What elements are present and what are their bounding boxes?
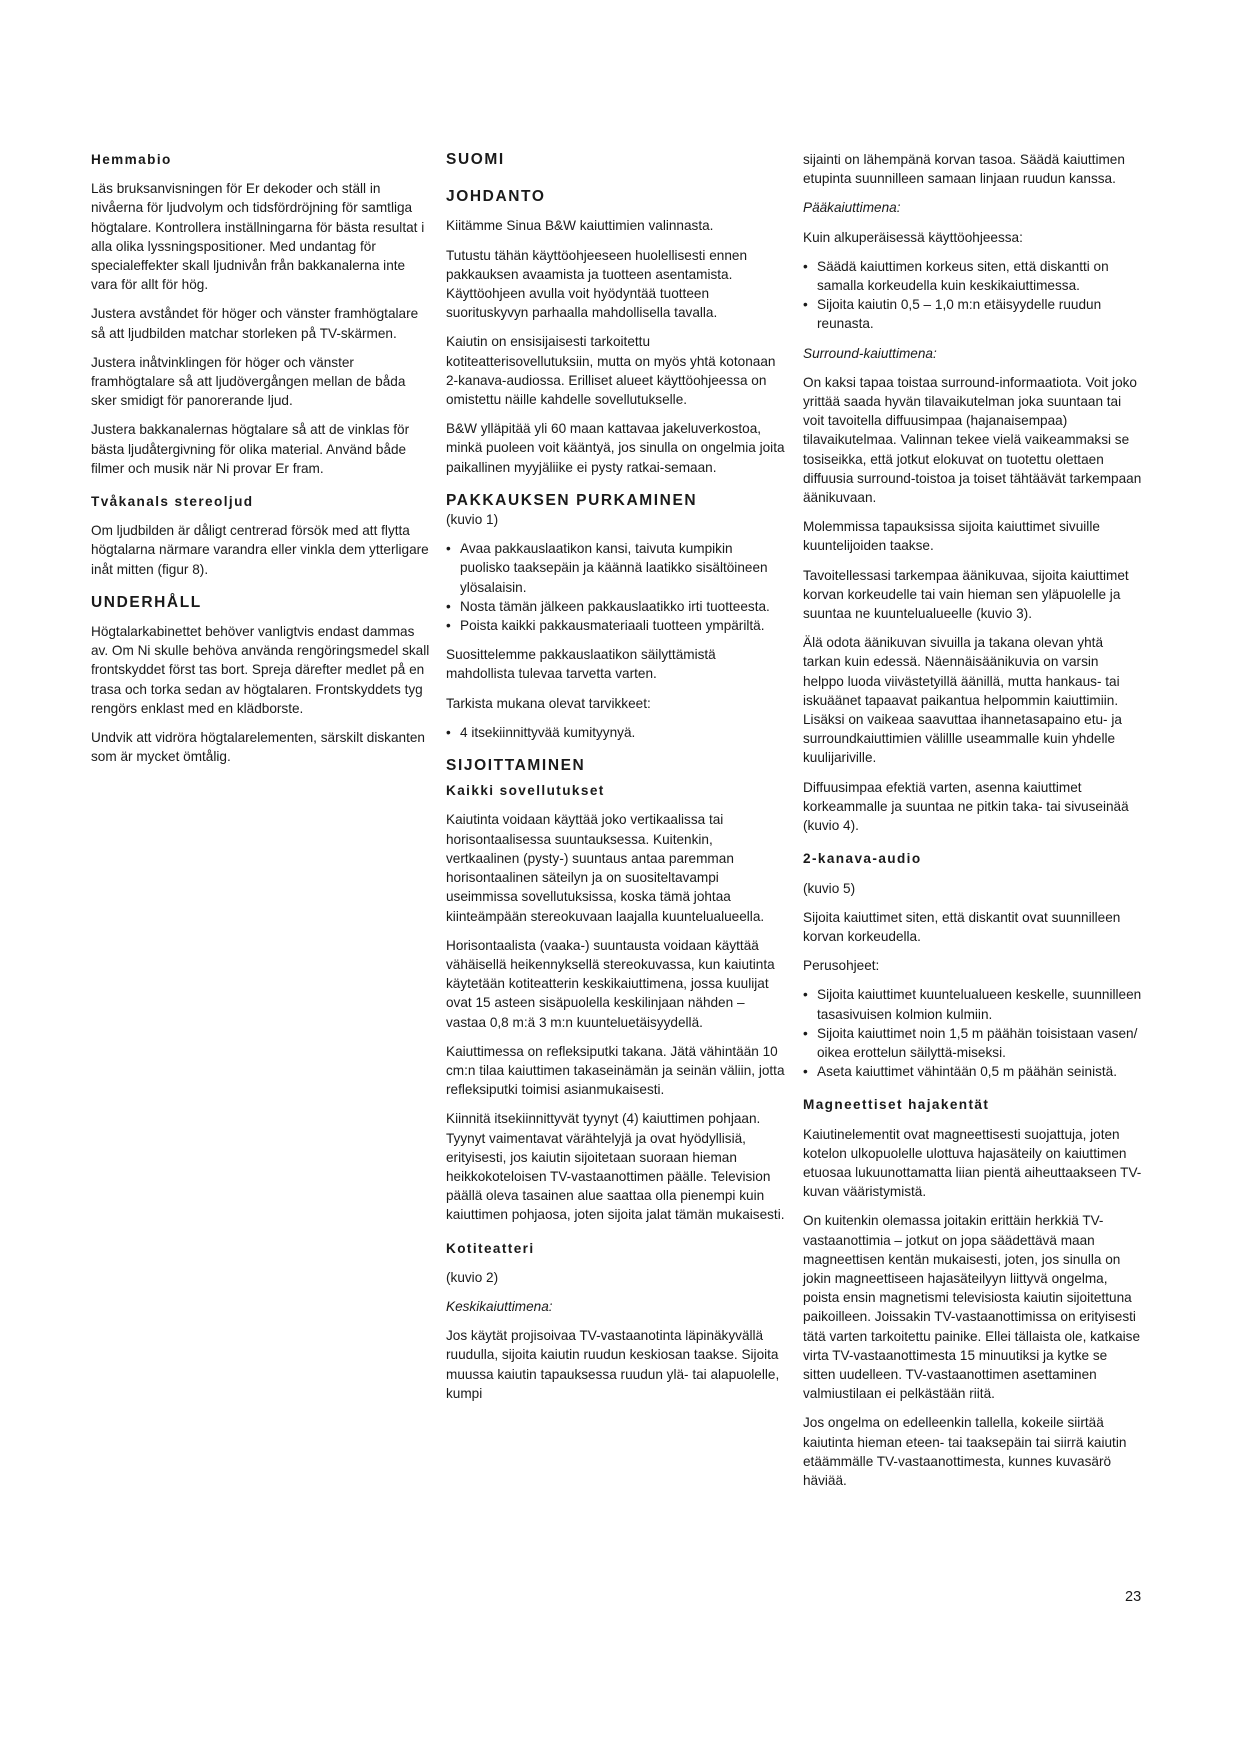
section-heading-pakkaus: PAKKAUKSEN PURKAMINEN	[446, 491, 698, 509]
figure-ref: (kuvio 5)	[803, 880, 856, 896]
subsection-title-magneettiset: Magneettiset hajakentät	[803, 1097, 990, 1113]
list-item: • Sijoita kaiutin 0,5 – 1,0 m:n etäisyydelle ruudun reunasta.	[803, 295, 1143, 333]
paragraph: Tarkista mukana olevat tarvikkeet:	[446, 695, 651, 711]
section-heading-johdanto: JOHDANTO	[446, 188, 546, 206]
italic-label: Pääkaiuttimena:	[803, 200, 901, 216]
paragraph: Jos ongelma on edelleenkin tallella, kokeile siirtää kaiutinta hieman eteen- tai taaksepäin tai siirrä kaiutin etäämmälle TV-vastaanottimesta, kunnes kuvasärö häviää.	[803, 1415, 1127, 1488]
italic-label: Keskikaiuttimena:	[446, 1298, 553, 1314]
paragraph: Justera bakkanalernas högtalare så att de vinklas för bästa ljudåtergivning för olika material. Använd både filmer och musik när Ni provar Er fram.	[91, 422, 410, 476]
list-item: • Säädä kaiuttimen korkeus siten, että diskantti on samalla korkeudella kuin keskikaiuttimessa.	[803, 257, 1143, 295]
language-heading-suomi: SUOMI	[446, 151, 505, 168]
paragraph: Jos käytät projisoivaa TV-vastaanotinta läpinäkyvällä ruudulla, sijoita kaiutin ruudun keskiosan taakse. Sijoita muussa kaiutin tapauksessa ruudun ylä- tai alapuolelle, kumpi	[446, 1328, 780, 1401]
paragraph: Sijoita kaiuttimet siten, että diskantit ovat suunnilleen korvan korkeudella.	[803, 909, 1121, 944]
subsection-title-2-kanava: 2-kanava-audio	[803, 851, 922, 867]
paragraph: Justera inåtvinklingen för höger och vänster framhögtalare så att ljudövergången mellan de båda sker smidigt för panorerande ljud.	[91, 354, 406, 409]
list-item: • Sijoita kaiuttimet kuuntelualueen keskelle, suunnilleen tasasivuisen kolmion kulmiin.	[803, 985, 1143, 1023]
column-left	[91, 150, 431, 776]
subsection-title: Kaikki sovellutukset	[446, 783, 605, 799]
paragraph: Kaiutinelementit ovat magneettisesti suojattuja, joten kotelon ulkopuolelle ulottuva hajasäteily on kaiuttimen etuosaa lukuunottamatta liian pientä aiheuttaakseen TV-kuvan vääristymistä.	[803, 1126, 1142, 1200]
figure-ref: (kuvio 1)	[446, 512, 499, 528]
section-title-hemmabio: Hemmabio	[91, 152, 172, 167]
paragraph: Högtalarkabinettet behöver vanligtvis endast dammas av. Om Ni skulle behöva använda rengöringsmedel skall frontskyddet först tas bort. Spreja därefter medlet på en trasa och torka sedan av högtalaren. Frontskyddets tyg rengörs enklast med en klädborste.	[91, 624, 430, 716]
list-item: • 4 itsekiinnittyvää kumityynyä.	[446, 723, 786, 742]
paragraph: Älä odota äänikuvan sivuilla ja takana olevan yhtä tarkan kuin edessä. Näennäisäänikuvia on varsin helppo luoda viivästetyillä äänillä, mutta hankaus- tai iskuäänet tapaavat paikantua helpommin kaiuttimiin. Lisäksi on vaikeaa saavuttaa ihannetasapaino etu- ja surroundkaiuttimien välillle useammalle kuin yhdelle kuulijariville.	[803, 635, 1122, 766]
list-item: • Aseta kaiuttimet vähintään 0,5 m päähän seinistä.	[803, 1062, 1143, 1081]
paragraph: Diffuusimpaa efektiä varten, asenna kaiuttimet korkeammalle ja suuntaa ne pitkin taka- tai sivuseinää (kuvio 4).	[803, 779, 1129, 834]
column-right	[803, 150, 1143, 1500]
paragraph: Kaiutinta voidaan käyttää joko vertikaalissa tai horisontaalisessa suuntauksessa. Kuitenkin, vertkaalinen (pysty-) suuntaus antaa paremman horisontaalinen säteilyn ja on suositeltavampi useimmissa sovellutuksissa, koska tämä johtaa kiinteämpään stereokuvaan laajalla kuuntelualueella.	[446, 812, 765, 924]
paragraph: B&W ylläpitää yli 60 maan kattavaa jakeluverkostoa, minkä puoleen voit kääntyä, jos sinulla on ongelmia joita paikallinen myyjäliike ei pysty ratkai-semaan.	[446, 421, 785, 475]
paragraph: Suosittelemme pakkauslaatikon säilyttämistä mahdollista tulevaa tarvetta varten.	[446, 647, 716, 682]
section-heading-sijoittaminen: SIJOITTAMINEN	[446, 757, 586, 775]
section-heading-underhall: UNDERHÅLL	[91, 593, 202, 611]
paragraph: Horisontaalista (vaaka-) suuntausta voidaan käyttää vähäisellä heikennyksellä stereokuvassa, kun kaiutinta käytetään kotiteatterin keskikaiuttimena, jossa kuulijat ovat 15 asteen sisäpuolella keskilinjaan nähden – vastaa 0,8 m:ä 3 m:n kuunteluetäisyydellä.	[446, 937, 775, 1030]
paragraph: Om ljudbilden är dåligt centrerad försök med att flytta högtalarna närmare varandra eller vinkla dem ytterligare inåt mitten (figur 8).	[91, 523, 429, 577]
subsection-title-kotiteatteri: Kotiteatteri	[446, 1240, 535, 1256]
paragraph: Tutustu tähän käyttöohjeeseen huolellisesti ennen pakkauksen avaamista ja tuotteen asentamista. Käyttöohjeen avulla voit hyödyntää tuotteen suorituskyvyn parhaalla mahdollisella tavalla.	[446, 247, 748, 321]
paragraph: On kaksi tapaa toistaa surround-informaatiota. Voit joko yrittää saada hyvän tilavaikutelman joka suuntaan tai voit tavoitella diffuusimpaa (hajanaisempaa) tilavaikutelmaa. Valinnan tekee vielä vaikeammaksi se tosiseikka, että jotkut elokuvat on tuotettu olettaen diffuusia surround-toistoa ja toiset tähtäävät tarkempaan äänikuvaan.	[803, 374, 1142, 506]
bullet-list	[803, 257, 1143, 334]
paragraph: Läs bruksanvisningen för Er dekoder och ställ in nivåerna för ljudvolym och tidsfördröjning för samtliga högtalare. Kontrollera inställningarna för bästa resultat i alla olika lyssningspositioner. Med undantag för specialeffekter skall ljudnivån från bakkanalerna inte vara för allt för hög.	[91, 181, 425, 293]
bullet-list	[446, 723, 786, 742]
list-item: • Nosta tämän jälkeen pakkauslaatikko irti tuotteesta.	[446, 597, 786, 616]
bullet-list	[446, 539, 786, 635]
paragraph: Tavoitellessasi tarkempaa äänikuvaa, sijoita kaiuttimet korvan korkeudelle tai vain hieman sen yläpuolelle ja suuntaa ne kuuntelualueelle (kuvio 3).	[803, 567, 1129, 622]
bullet-list	[803, 985, 1143, 1081]
paragraph: Kiitämme Sinua B&W kaiuttimien valinnasta.	[446, 218, 714, 234]
paragraph: Justera avståndet för höger och vänster framhögtalare så att ljudbilden matchar storleken på TV-skärmen.	[91, 306, 419, 341]
list-item: • Avaa pakkauslaatikon kansi, taivuta kumpikin puolisko taaksepäin ja käännä laatikko sisältöineen ylösalaisin.	[446, 539, 786, 597]
paragraph: Perusohjeet:	[803, 958, 880, 974]
paragraph: On kuitenkin olemassa joitakin erittäin herkkiä TV-vastaanottimia – jotkut on jopa säädettävä maan magneettisen kentän mukaisesti, joten, jos sinulla on jokin magneettiseen hajasäteilyyn liittyvä ongelma, poista ensin magnetismi televisiosta kaiutin sijoitettuna paikoilleen. Joissakin TV-vastaanottimissa on erityisesti tätä varten tarkoitettu painike. Ellei tällaista ole, katkaise virta TV-vastaanottimesta 15 minuutiksi ja kytke se sitten uudelleen. TV-vastaanottimen asettaminen valmiustilaan ei pelkästään riitä.	[803, 1213, 1141, 1402]
paragraph: Kaiuttimessa on refleksiputki takana. Jätä vähintään 10 cm:n tilaa kaiuttimen takaseinämän ja seinän väliin, jotta refleksiputki toimisi asianmukaisesti.	[446, 1043, 785, 1098]
list-item: • Sijoita kaiuttimet noin 1,5 m päähän toisistaan vasen/ oikea erottelun säilyttä-miseksi.	[803, 1024, 1143, 1062]
paragraph: Kaiutin on ensisijaisesti tarkoitettu kotiteatterisovellutuksiin, mutta on myös yhtä kotonaan 2-kanava-audiossa. Erilliset alueet käyttöohjeessa on omistettu näille kahdelle sovellutukselle.	[446, 334, 776, 408]
italic-label: Surround-kaiuttimena:	[803, 345, 937, 361]
paragraph: Kuin alkuperäisessä käyttöohjeessa:	[803, 229, 1023, 245]
paragraph: Undvik att vidröra högtalarelementen, särskilt diskanten som är mycket ömtålig.	[91, 730, 425, 765]
column-middle	[446, 150, 786, 1413]
paragraph: Molemmissa tapauksissa sijoita kaiuttimet sivuille kuuntelijoiden taakse.	[803, 519, 1100, 554]
figure-ref: (kuvio 2)	[446, 1269, 499, 1285]
section-title-stereo: Tvåkanals stereoljud	[91, 494, 254, 510]
list-item: • Poista kaikki pakkausmateriaali tuotteen ympäriltä.	[446, 616, 786, 635]
paragraph: Kiinnitä itsekiinnittyvät tyynyt (4) kaiuttimen pohjaan. Tyynyt vaimentavat värähtelyjä ja ovat hyödyllisiä, erityisesti, jos kaiutin sijoitetaan suoraan hieman heikkokoteloisen TV-vastaanottimen päälle. Television päällä oleva tasainen alue saattaa olla pienempi kuin kaiuttimen pohjaosa, joten sijoita jalat tämän mukaisesti.	[446, 1111, 785, 1223]
paragraph: sijainti on lähempänä korvan tasoa. Säädä kaiuttimen etupinta suunnilleen samaan linjaan ruudun kanssa.	[803, 152, 1125, 187]
page-number: 23	[1125, 1589, 1142, 1605]
